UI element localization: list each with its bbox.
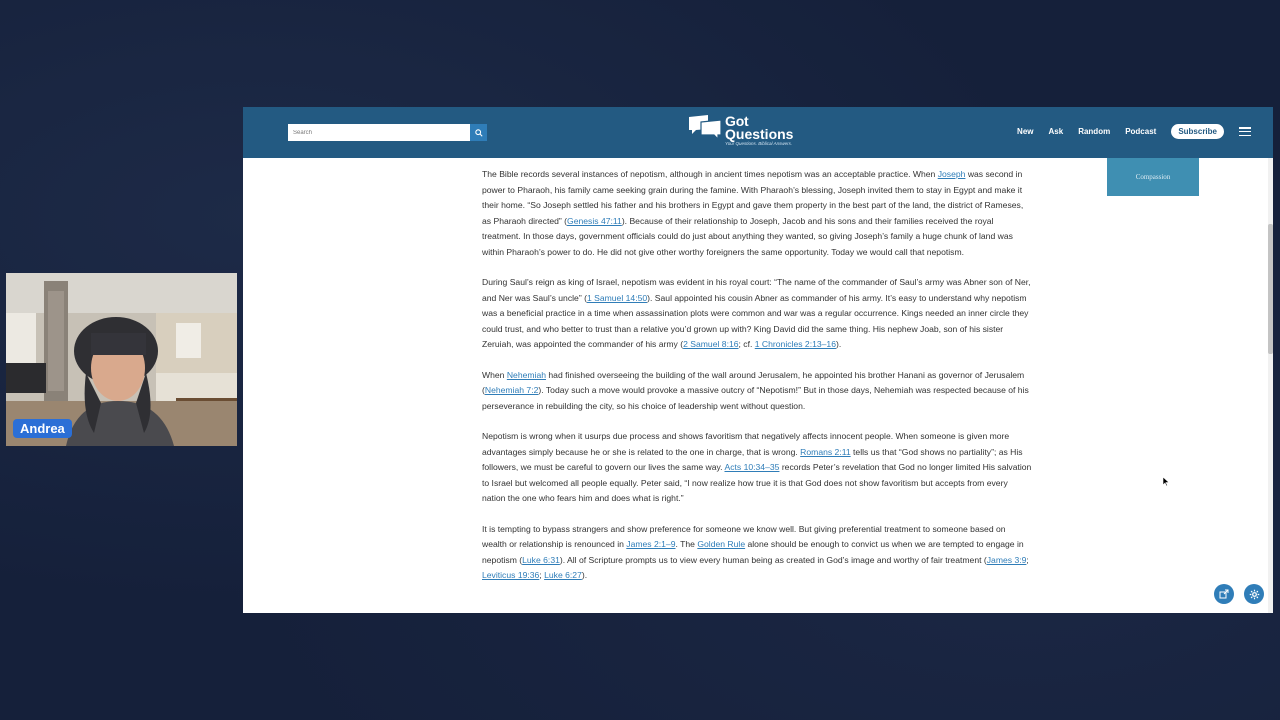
site-logo[interactable] [688, 114, 793, 147]
link-luke-6-27[interactable]: Luke 6:27 [544, 570, 582, 580]
share-icon [1219, 589, 1229, 599]
text-span: ). Saul appointed his cousin Abner as commander of his army. It’s easy to understand why nepotism was a beneficial practice in a time when assassination plots were common and war was a regular occurrence. Kings needed an inner circle they could trust, and who better to trust than a relative you’d grown up with? King David did the same thing. His nephew Joab, son of his sister Zeruiah, was appointed the commander of his army ( [482, 292, 1029, 349]
link-nehemiah-7-2[interactable]: Nehemiah 7:2 [484, 385, 539, 395]
nav-random[interactable]: Random [1078, 127, 1111, 136]
text-span: ). All of Scripture prompts us to view every human being as created in God’s image and worthy of fair treatment ( [559, 554, 987, 565]
main-nav [1017, 124, 1251, 139]
browser-viewport [243, 107, 1273, 613]
hamburger-menu-icon[interactable] [1239, 127, 1251, 136]
link-1-samuel-14-50[interactable]: 1 Samuel 14:50 [586, 292, 648, 303]
scrollbar-thumb[interactable] [1268, 224, 1273, 354]
link-acts-10-34[interactable]: Acts 10:34–35 [724, 462, 780, 472]
vertical-scrollbar[interactable] [1268, 158, 1273, 613]
text-span: . The [675, 539, 698, 549]
logo-tagline: Your Questions. Biblical Answers. [725, 141, 793, 146]
text-span: alone should be enough to convict us when we are tempted to engage in nepotism ( [482, 539, 1024, 565]
link-leviticus-19-36[interactable]: Leviticus 19:36 [482, 570, 540, 580]
link-joseph[interactable]: Joseph [937, 169, 966, 179]
search-icon [475, 129, 483, 137]
share-button[interactable] [1214, 584, 1234, 604]
paragraph-wrong [482, 429, 1032, 507]
webcam-feed [6, 273, 237, 446]
settings-button[interactable] [1244, 584, 1264, 604]
subscribe-button[interactable]: Subscribe [1171, 124, 1224, 139]
text-span: had finished overseeing the building of the wall around Jerusalem, he appointed his brother Hanani as governor of Jerusalem ( [482, 369, 1025, 395]
text-span: The Bible records several instances of nepotism, although in ancient times nepotism was an acceptable practice. When [482, 169, 938, 179]
mouse-cursor-icon [1163, 477, 1170, 487]
logo-line-2: Questions [725, 126, 794, 142]
text-span: ; [539, 570, 545, 580]
paragraph-tempting [482, 522, 1032, 584]
ad-text: Compassion [1135, 173, 1171, 181]
nav-podcast[interactable]: Podcast [1125, 127, 1157, 136]
link-nehemiah[interactable]: Nehemiah [506, 369, 547, 380]
link-james-2-1[interactable]: James 2:1–9 [626, 539, 676, 549]
article-body [482, 167, 1032, 599]
text-span: ; cf. [738, 339, 755, 349]
link-luke-6-31[interactable]: Luke 6:31 [522, 554, 560, 565]
text-span: tells us that “God shows no partiality”; as His followers, we must be careful to govern our lives the same way. [482, 446, 1023, 472]
gear-icon [1249, 589, 1260, 600]
link-2-samuel-8-16[interactable]: 2 Samuel 8:16 [683, 339, 739, 349]
text-span: was second in power to Pharaoh, his family came seeking grain during the famine. With Pharaoh’s blessing, Joseph invited them to stay in Egypt and make it their home. “So Joseph settled his father and his brothers in Egypt and gave them property in the best part of the land, the district of Rameses, as Pharaoh directed” ( [482, 169, 1024, 226]
search-bar [288, 124, 488, 141]
text-span: ). [581, 570, 588, 580]
site-header [243, 107, 1273, 158]
sidebar-ad-banner[interactable] [1107, 158, 1199, 196]
paragraph-saul [482, 275, 1032, 353]
text-span: During Saul’s reign as king of Israel, nepotism was evident in his royal court: “The name of the commander of Saul’s army was Abner son of Ner, and Ner was Saul’s uncle” ( [482, 277, 1031, 303]
search-input[interactable] [288, 124, 470, 141]
link-genesis-47-11[interactable]: Genesis 47:11 [567, 215, 622, 226]
link-james-3-9[interactable]: James 3:9 [986, 554, 1027, 565]
text-span: ). [835, 339, 842, 349]
text-span: records Peter’s revelation that God no longer limited His salvation to Israel but welcomed all people equally. Peter said, “I now realize how true it is that God does not show favoritism but accepts from every nation the one who fears him and does what is right.” [482, 462, 1032, 503]
link-golden-rule[interactable]: Golden Rule [697, 539, 746, 549]
nav-ask[interactable]: Ask [1048, 127, 1064, 136]
text-span: When [482, 369, 507, 380]
search-button[interactable] [470, 124, 487, 141]
link-1-chronicles-2-13[interactable]: 1 Chronicles 2:13–16 [754, 339, 836, 349]
nav-new[interactable]: New [1017, 127, 1034, 136]
paragraph-nehemiah [482, 368, 1032, 415]
text-span: It is tempting to bypass strangers and show preference for someone we know well. But giving preferential treatment to someone based on wealth or relationship is renounced in [482, 523, 1006, 549]
text-span: ). Today such a move would provoke a massive outcry of “Nepotism!” But in those days, Nehemiah was respected because of his perseverance in rebuilding the city, so his choice of leadership went without question. [482, 385, 1029, 411]
logo-line-1: Got [725, 113, 749, 129]
text-span: ; [1026, 554, 1029, 565]
participant-name-tag: Andrea [13, 419, 72, 438]
text-span: ). Because of their relationship to Joseph, Jacob and his sons and their families received the royal treatment. In those days, government officials could do just about anything they wanted, so giving Joseph’s family a huge chunk of land was within Pharaoh’s power to do. He did not give other worthy foreigners the same opportunity. Today we would call that nepotism. [482, 215, 1013, 257]
text-span: Nepotism is wrong when it usurps due process and shows favoritism that negatively affects innocent people. When someone is given more advantages simply because he or she is related to the one in charge, that is wrong. [482, 431, 1010, 457]
speech-bubbles-icon [688, 114, 722, 140]
paragraph-joseph [482, 167, 1032, 260]
link-romans-2-11[interactable]: Romans 2:11 [800, 446, 851, 457]
